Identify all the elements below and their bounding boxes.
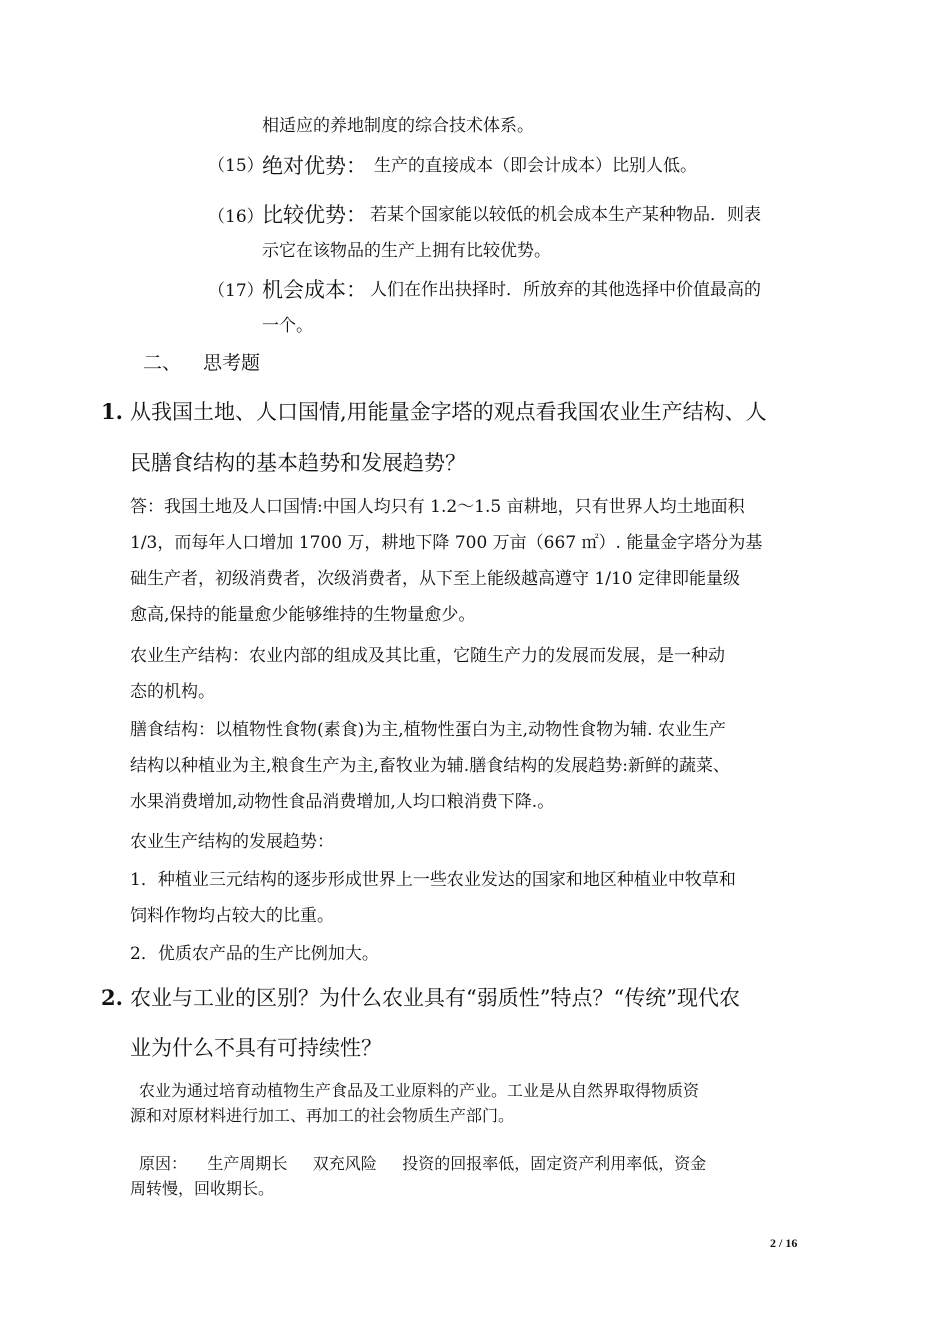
definition-number: （15） [208, 156, 264, 176]
answer-line: 1．种植业三元结构的逐步形成世界上一些农业发达的国家和地区种植业中牧草和 [130, 870, 736, 890]
definition-term: 绝对优势： [262, 154, 367, 178]
question-text: 民膳食结构的基本趋势和发展趋势？ [130, 451, 466, 475]
answer-line: 农业生产结构的发展趋势： [130, 832, 334, 852]
answer-line: 2．优质农产品的生产比例加大。 [130, 944, 379, 964]
definition-number: （17） [208, 281, 264, 301]
definition-text: 人们在作出抉择时．所放弃的其他选择中价值最高的 [370, 280, 761, 300]
answer-line: 水果消费增加,动物性食品消费增加,人均口粮消费下降.。 [130, 792, 555, 812]
answer-line: 答：我国土地及人口国情:中国人均只有 1.2～1.5 亩耕地，只有世界人均土地面积 [130, 497, 745, 517]
answer-line: 周转慢，回收期长。 [130, 1179, 275, 1198]
answer-line: 农业为通过培育动植物生产食品及工业原料的产业。工业是从自然界取得物质资 [139, 1081, 700, 1100]
question-text: 农业与工业的区别？为什么农业具有“弱质性”特点？“传统”现代农 [130, 986, 740, 1010]
definition-term: 机会成本： [262, 278, 367, 302]
answer-line: 1/3，而每年人口增加 1700 万，耕地下降 700 万亩（667 ㎡）. 能量金字塔分为基 [130, 533, 763, 553]
section-label: 二、 [143, 352, 182, 374]
page-number: 2 / 16 [770, 1236, 798, 1250]
answer-line: 膳食结构：以植物性食物(素食)为主,植物性蛋白为主,动物性食物为辅. 农业生产 [130, 720, 726, 740]
definition-text: 若某个国家能以较低的机会成本生产某种物品．则表 [370, 205, 761, 225]
answer-line: 农业生产结构：农业内部的组成及其比重，它随生产力的发展而发展，是一种动 [130, 646, 725, 666]
answer-line: 愈高,保持的能量愈少能够维持的生物量愈少。 [130, 605, 476, 625]
answer-line: 结构以种植业为主,粮食生产为主,畜牧业为辅.膳食结构的发展趋势:新鲜的蔬菜、 [130, 756, 730, 776]
definition-continuation: 相适应的养地制度的综合技术体系。 [262, 116, 534, 136]
definition-number: （16） [208, 207, 264, 227]
answer-line: 态的机构。 [130, 682, 215, 702]
question-number: 2. [101, 985, 123, 1010]
question-text: 从我国土地、人口国情,用能量金字塔的观点看我国农业生产结构、人 [130, 400, 767, 424]
answer-line: 原因： 生产周期长 双充风险 投资的回报率低，固定资产利用率低，资金 [139, 1154, 707, 1173]
answer-line: 饲料作物均占较大的比重。 [130, 906, 334, 926]
answer-line: 源和对原材料进行加工、再加工的社会物质生产部门。 [130, 1106, 515, 1125]
definition-text: 一个。 [262, 316, 313, 336]
question-number: 1. [101, 399, 123, 424]
answer-line: 础生产者，初级消费者，次级消费者，从下至上能级越高遵守 1/10 定律即能量级 [130, 569, 740, 589]
section-title: 思考题 [203, 352, 261, 374]
definition-text: 生产的直接成本（即会计成本）比别人低。 [374, 156, 697, 176]
definition-text: 示它在该物品的生产上拥有比较优势。 [262, 241, 551, 261]
definition-term: 比较优势： [262, 203, 367, 227]
question-text: 业为什么不具有可持续性？ [130, 1036, 382, 1060]
